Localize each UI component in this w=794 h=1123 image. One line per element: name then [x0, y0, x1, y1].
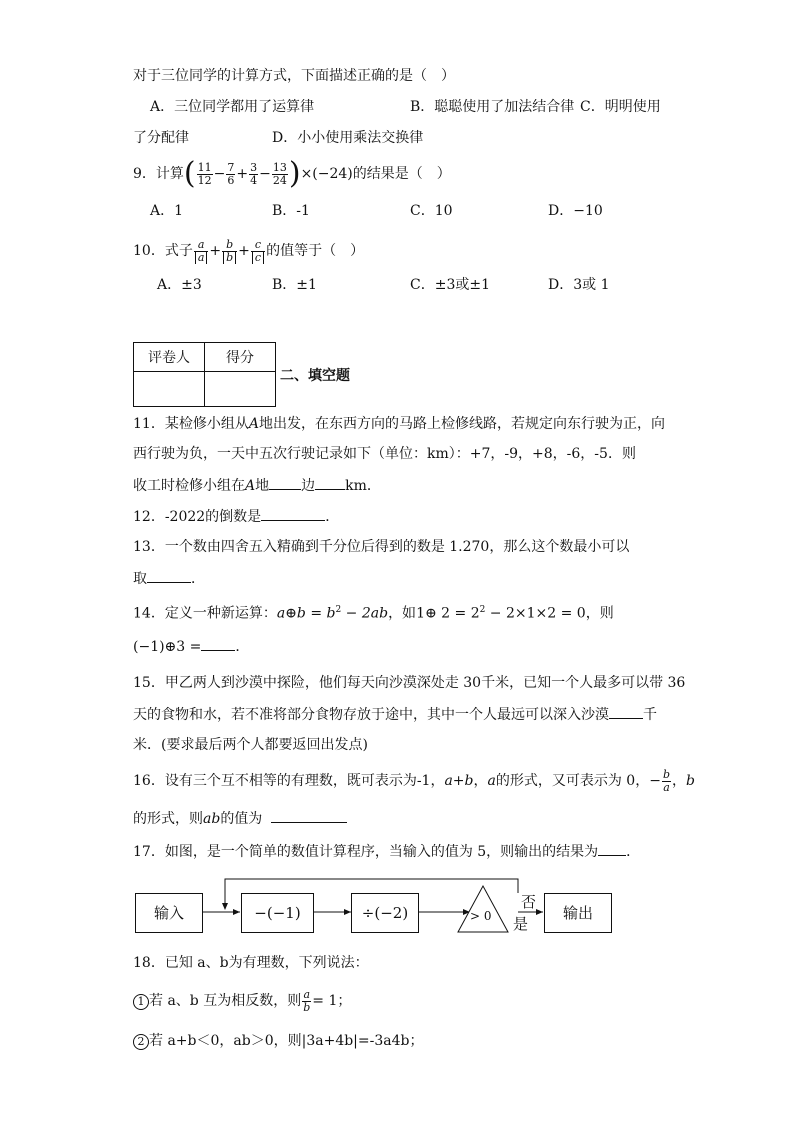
q10-option-c: C．±3或±1 [410, 277, 490, 293]
q8-option-a: A．三位同学都用了运算律 [150, 99, 315, 115]
fraction: $\frac{3}{4}$ [250, 160, 258, 187]
flow-yes-label: 是 [513, 915, 529, 933]
fraction: $\frac{a}{a}$ [194, 239, 209, 264]
circled-number-2: 2 [133, 1034, 149, 1050]
q18-stem: 18．已知 a、b为有理数，下列说法： [133, 955, 369, 971]
q15-line1: 15．甲乙两人到沙漠中探险，他们每天向沙漠深处走 30千米，已知一个人最多可以带 36 [133, 675, 686, 691]
fraction: $\frac{b}{a}$ [662, 767, 670, 794]
q11-line2: 西行驶为负，一天中五次行驶记录如下（单位：km）：+7，-9，+8，-6，-5．则 [133, 446, 636, 462]
reviewer-header: 评卷人 [134, 343, 205, 372]
fraction: $\frac{13}{24}$ [272, 160, 287, 187]
fraction: $\frac{11}{12}$ [197, 160, 212, 187]
q13-line1: 13．一个数由四舍五入精确到千分位后得到的数是 1.270，那么这个数最小可以 [133, 539, 630, 555]
fraction: $\frac{c}{c}$ [251, 239, 265, 264]
q11-line1: 11．某检修小组从A地出发，在东西方向的马路上检修线路，若规定向东行驶为正，向 [133, 416, 665, 432]
q17: 17．如图，是一个简单的数值计算程序，当输入的值为 5，则输出的结果为 ． [133, 841, 640, 862]
section-title: 二、填空题 [280, 368, 350, 384]
q9-stem: 9．计算( $\frac{11}{12}$ − $\frac{7}{6}$ + $\frac{3}{4}$ − $\frac{13}{24}$ )×(−24)的结果是（ ） [133, 156, 451, 191]
flow-no-label: 否 [521, 893, 537, 911]
q16-line1: 16．设有三个互不相等的有理数，既可表示为-1，a+b，a的形式，又可表示为 0，− $\frac{b}{a}$ ，b [133, 767, 695, 794]
q10-option-d: D．3或 1 [548, 277, 610, 293]
q11-line3: 收工时检修小组在A地 边 km． [133, 475, 381, 496]
q8-option-b: B．聪聪使用了加法结合律 [410, 99, 575, 115]
flow-subtract-box: −(−1) [241, 893, 314, 933]
q9-option-d: D．−10 [548, 203, 603, 219]
q16-line2: 的形式，则ab的值为 [133, 808, 347, 829]
q9-option-c: C．10 [410, 203, 453, 219]
q10-stem: 10．式子 $\frac{a}{a}$ + $\frac{b}{b}$ + $\frac{c}{c}$ 的值等于（ ） [133, 237, 365, 264]
q8-option-d: D．小小使用乘法交换律 [272, 130, 424, 146]
q8-option-c-cont: 了分配律 [133, 130, 189, 146]
q15-line2: 天的食物和水，若不准将部分食物存放于途中，其中一个人最远可以深入沙漠 千 [133, 704, 657, 725]
flow-divide-box: ÷(−2) [351, 893, 419, 933]
q9-option-a: A．1 [150, 203, 184, 219]
q13-line2: 取 ． [133, 568, 205, 589]
flow-output-box: 输出 [544, 893, 612, 933]
flow-input-box: 输入 [135, 893, 203, 933]
q12: 12．-2022的倒数是 ． [133, 506, 339, 527]
q8-option-c: C．明明使用 [580, 99, 661, 115]
score-header: 得分 [205, 343, 276, 372]
q14-line2: (−1)⊕3 = ． [133, 636, 249, 657]
fraction: $\frac{7}{6}$ [227, 160, 235, 187]
q8-stem: 对于三位同学的计算方式，下面描述正确的是（ ） [133, 68, 455, 84]
q14-line1: 14．定义一种新运算：a⊕b = $b^2 - 2ab$，如1⊕ $2 = 2^2 - 2\times 1\times 2 = 0$，则 [133, 605, 614, 622]
q18-statement-2: 2 若 a+b＜0，ab＞0，则|3a+4b|=-3a4b； [133, 1031, 423, 1051]
q10-option-a: A．±3 [157, 277, 202, 293]
q18-statement-1: 1 若 a、b 互为相反数，则 $\frac{a}{b}$ = 1； [133, 986, 351, 1016]
q9-option-b: B．-1 [272, 203, 310, 219]
q15-line3: 米．(要求最后两个人都要返回出发点) [133, 737, 368, 753]
q10-option-b: B．±1 [272, 277, 317, 293]
fraction: $\frac{b}{b}$ [222, 239, 237, 264]
fraction: $\frac{a}{b}$ [303, 987, 311, 1014]
circled-number-1: 1 [133, 994, 149, 1010]
flow-condition: > 0 [470, 909, 492, 923]
